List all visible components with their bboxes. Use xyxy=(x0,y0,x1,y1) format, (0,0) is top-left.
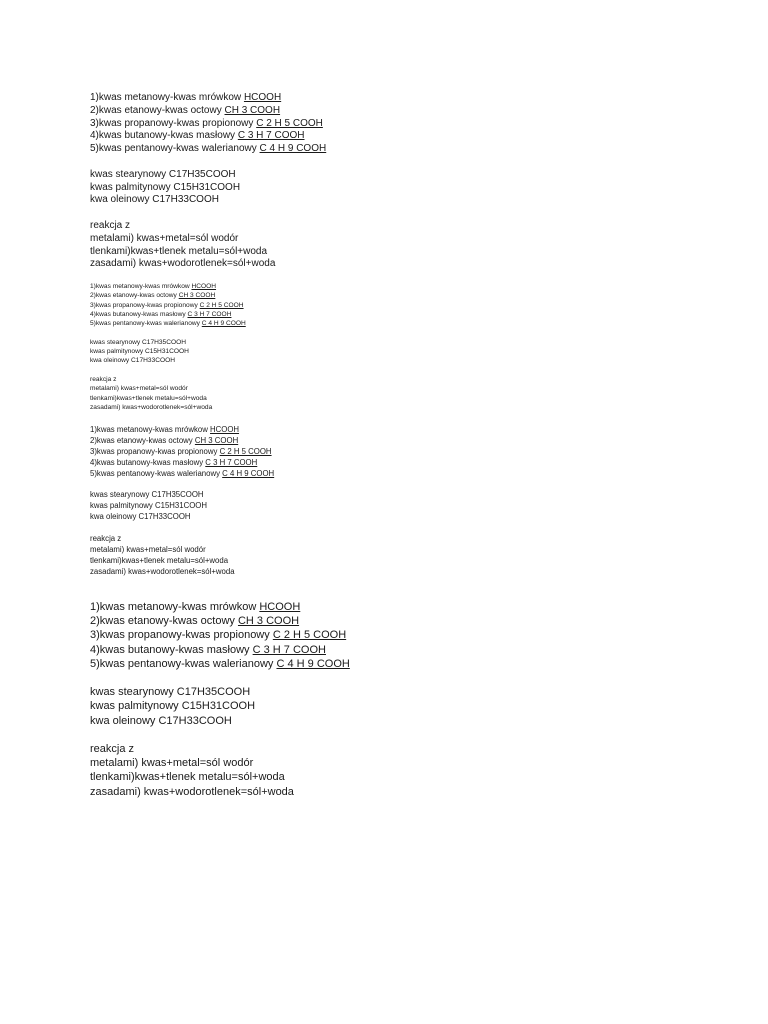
acid-line xyxy=(90,291,246,300)
acid-formula: HCOOH xyxy=(259,601,301,613)
fatty-acid-line: kwa oleinowy C17H33COOH xyxy=(90,194,219,206)
acid-formula: HCOOH xyxy=(243,92,282,103)
fatty-acid-line: kwas stearynowy C17H35COOH xyxy=(90,168,236,180)
acid-formula: HCOOH xyxy=(210,425,240,434)
acid-formula: C 4 H 9 COOH xyxy=(259,143,327,155)
acid-line xyxy=(90,469,274,480)
acid-line xyxy=(90,628,350,642)
acid-name: 2)kwas etanowy-kwas octowy xyxy=(90,615,238,628)
fatty-acid-line: kwas palmitynowy C15H31COOH xyxy=(90,181,241,193)
acid-name: 4)kwas butanowy-kwas masłowy xyxy=(90,643,253,656)
spacer xyxy=(90,480,274,491)
spacer xyxy=(90,366,246,375)
reaction-line: zasadami) kwas+wodorotlenek=sól+woda xyxy=(90,785,294,798)
reaction-line: reakcja z xyxy=(90,534,122,544)
acid-formula: C 2 H 5 COOH xyxy=(199,301,244,309)
fatty-acid-line: kwas stearynowy C17H35COOH xyxy=(90,490,204,500)
spacer xyxy=(90,328,246,337)
notes-block-3 xyxy=(90,425,274,578)
acid-line xyxy=(90,458,274,469)
acid-formula: C 4 H 9 COOH xyxy=(201,320,246,328)
acid-line xyxy=(90,425,274,436)
acid-line xyxy=(90,657,350,671)
acid-formula: CH 3 COOH xyxy=(224,104,281,116)
acid-name: 3)kwas propanowy-kwas propionowy xyxy=(90,629,273,642)
spacer xyxy=(90,207,326,220)
reaction-line: metalami) kwas+metal=sól wodór xyxy=(90,385,188,393)
acid-name: 1)kwas metanowy-kwas mrówkow xyxy=(90,425,211,434)
reaction-line: reakcja z xyxy=(90,219,131,231)
reaction-line: zasadami) kwas+wodorotlenek=sól+woda xyxy=(90,258,276,270)
acid-name: 5)kwas pentanowy-kwas walerianowy xyxy=(90,320,202,328)
fatty-acid-line: kwa oleinowy C17H33COOH xyxy=(90,714,232,727)
fatty-acid-line: kwas stearynowy C17H35COOH xyxy=(90,686,251,699)
reaction-line: tlenkami)kwas+tlenek metalu=sól+woda xyxy=(90,771,285,784)
notes-block-1 xyxy=(90,92,326,271)
acid-name: 1)kwas metanowy-kwas mrówkow xyxy=(90,283,192,290)
acid-formula: HCOOH xyxy=(191,283,217,290)
acid-line xyxy=(90,105,326,118)
acid-name: 5)kwas pentanowy-kwas walerianowy xyxy=(90,657,277,670)
fatty-acid-line: kwas stearynowy C17H35COOH xyxy=(90,338,187,346)
acid-formula: C 2 H 5 COOH xyxy=(219,446,272,456)
notes-block-2 xyxy=(90,282,246,412)
acid-formula: CH 3 COOH xyxy=(237,615,300,628)
acid-line xyxy=(90,310,246,319)
fatty-acid-line: kwas palmitynowy C15H31COOH xyxy=(90,501,207,511)
acid-formula: C 3 H 7 COOH xyxy=(187,310,232,318)
reaction-line: reakcja z xyxy=(90,375,117,383)
acid-line xyxy=(90,614,350,628)
reaction-line: tlenkami)kwas+tlenek metalu=sól+woda xyxy=(90,394,207,402)
acid-line xyxy=(90,447,274,458)
reaction-line: reakcja z xyxy=(90,743,135,755)
spacer xyxy=(90,523,274,534)
acid-name: 3)kwas propanowy-kwas propionowy xyxy=(90,117,257,129)
acid-line xyxy=(90,643,350,657)
acid-formula: C 3 H 7 COOH xyxy=(237,130,305,142)
acid-name: 3)kwas propanowy-kwas propionowy xyxy=(90,301,200,309)
acid-line xyxy=(90,600,350,614)
acid-line xyxy=(90,118,326,131)
reaction-line: tlenkami)kwas+tlenek metalu=sól+woda xyxy=(90,245,268,257)
acid-name: 3)kwas propanowy-kwas propionowy xyxy=(90,446,220,456)
acid-name: 1)kwas metanowy-kwas mrówkow xyxy=(90,601,260,613)
acid-formula: C 4 H 9 COOH xyxy=(276,657,350,670)
acid-formula: CH 3 COOH xyxy=(194,435,239,445)
acid-name: 4)kwas butanowy-kwas masłowy xyxy=(90,130,238,142)
acid-formula: C 3 H 7 COOH xyxy=(252,643,326,656)
reaction-line: metalami) kwas+metal=sól wodór xyxy=(90,757,254,770)
acid-line xyxy=(90,130,326,143)
acid-name: 2)kwas etanowy-kwas octowy xyxy=(90,292,179,300)
reaction-line: tlenkami)kwas+tlenek metalu=sól+woda xyxy=(90,555,229,565)
fatty-acid-line: kwa oleinowy C17H33COOH xyxy=(90,357,176,365)
reaction-line: zasadami) kwas+wodorotlenek=sól+woda xyxy=(90,566,235,576)
acid-formula: C 2 H 5 COOH xyxy=(272,629,347,642)
acid-line xyxy=(90,436,274,447)
acid-formula: C 4 H 9 COOH xyxy=(222,468,275,478)
acid-line xyxy=(90,301,246,310)
acid-name: 2)kwas etanowy-kwas octowy xyxy=(90,435,195,445)
acid-line xyxy=(90,92,326,105)
acid-formula: C 3 H 7 COOH xyxy=(205,457,258,467)
reaction-line: metalami) kwas+metal=sól wodór xyxy=(90,232,239,244)
spacer xyxy=(90,728,350,742)
reaction-line: metalami) kwas+metal=sól wodór xyxy=(90,544,206,554)
acid-line xyxy=(90,282,246,291)
fatty-acid-line: kwa oleinowy C17H33COOH xyxy=(90,512,191,522)
acid-line xyxy=(90,143,326,156)
spacer xyxy=(90,156,326,169)
acid-name: 5)kwas pentanowy-kwas walerianowy xyxy=(90,143,260,155)
acid-line xyxy=(90,319,246,328)
acid-name: 5)kwas pentanowy-kwas walerianowy xyxy=(90,468,223,478)
acid-name: 1)kwas metanowy-kwas mrówkow xyxy=(90,92,244,103)
acid-formula: C 2 H 5 COOH xyxy=(256,117,323,129)
fatty-acid-line: kwas palmitynowy C15H31COOH xyxy=(90,700,256,713)
acid-name: 2)kwas etanowy-kwas octowy xyxy=(90,104,225,116)
acid-name: 4)kwas butanowy-kwas masłowy xyxy=(90,310,188,318)
spacer xyxy=(90,671,350,685)
notes-block-4 xyxy=(90,600,350,799)
fatty-acid-line: kwas palmitynowy C15H31COOH xyxy=(90,348,189,356)
acid-name: 4)kwas butanowy-kwas masłowy xyxy=(90,457,206,467)
acid-formula: CH 3 COOH xyxy=(178,292,216,300)
reaction-line: zasadami) kwas+wodorotlenek=sól+woda xyxy=(90,403,213,411)
